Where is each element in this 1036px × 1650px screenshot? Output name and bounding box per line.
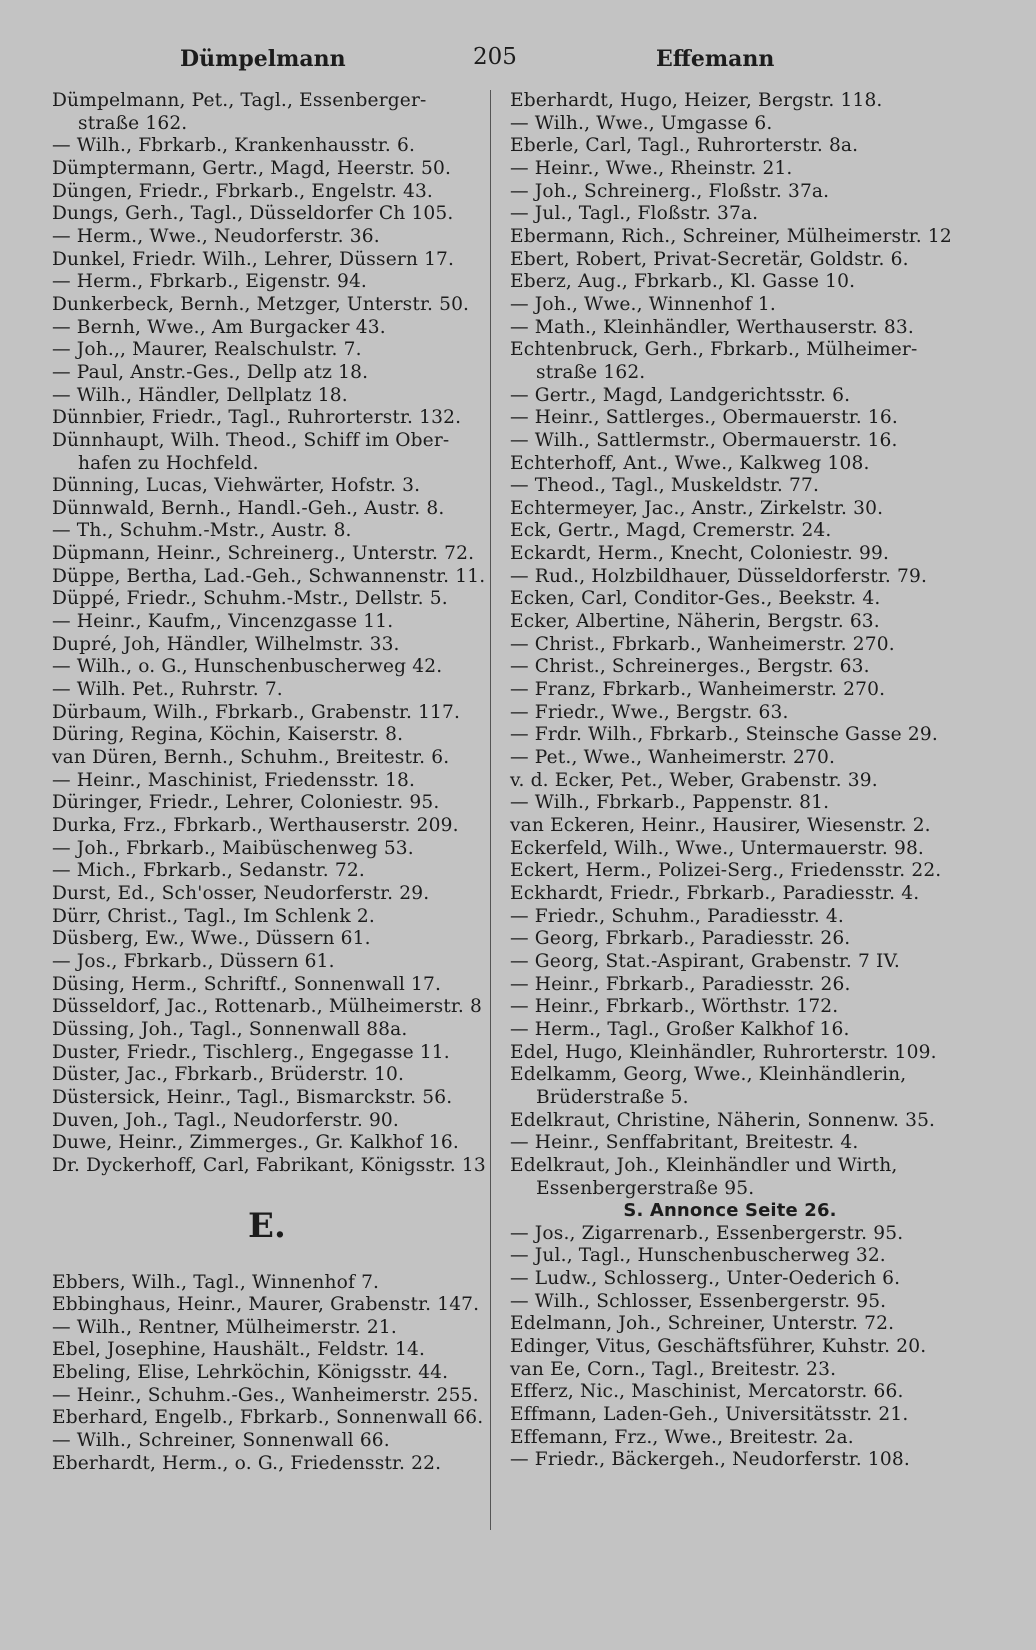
directory-entry: Düster, Jac., Fbrkarb., Brüderstr. 10. — [52, 1064, 405, 1086]
directory-entry: Eberle, Carl, Tagl., Ruhrorterstr. 8a. — [510, 135, 859, 157]
directory-entry: Dünning, Lucas, Viehwärter, Hofstr. 3. — [52, 475, 421, 497]
directory-entry: straße 162. — [536, 361, 646, 383]
directory-entry: — Joh., Schreinerg., Floßstr. 37a. — [510, 180, 830, 202]
directory-entry: Dürr, Christ., Tagl., Im Schlenk 2. — [52, 905, 375, 927]
directory-entry: — Heinr., Senffabritant, Breitestr. 4. — [510, 1132, 859, 1154]
directory-entry: — Wilh., Schreiner, Sonnenwall 66. — [52, 1430, 390, 1452]
directory-entry: — Christ., Fbrkarb., Wanheimerstr. 270. — [510, 633, 895, 655]
page-header — [50, 40, 980, 76]
left-column — [52, 90, 486, 1475]
directory-entry: Eberz, Aug., Fbrkarb., Kl. Gasse 10. — [510, 271, 856, 293]
directory-entry: Eberhardt, Hugo, Heizer, Bergstr. 118. — [510, 90, 883, 111]
directory-entry: — Joh.,, Maurer, Realschulstr. 7. — [52, 339, 362, 361]
directory-entry: Eck, Gertr., Magd, Cremerstr. 24. — [510, 520, 832, 542]
directory-entry: — Theod., Tagl., Muskeldstr. 77. — [510, 475, 820, 497]
directory-entry: hafen zu Hochfeld. — [78, 452, 259, 474]
directory-entry: Ebermann, Rich., Schreiner, Mülheimerstr. 12 — [510, 225, 952, 247]
directory-entry: — Heinr., Maschinist, Friedensstr. 18. — [52, 769, 416, 791]
directory-entry: Dungs, Gerh., Tagl., Düsseldorfer Ch 105. — [52, 203, 454, 225]
directory-entry: — Jul., Tagl., Hunschenbuscherweg 32. — [510, 1245, 886, 1267]
header-left-keyword: Dümpelmann — [180, 46, 346, 72]
directory-entry: Düsberg, Ew., Wwe., Düssern 61. — [52, 928, 371, 950]
directory-entry: Eckerfeld, Wilh., Wwe., Untermauerstr. 98. — [510, 837, 924, 859]
directory-entry: — Wilh. Pet., Ruhrstr. 7. — [52, 679, 283, 701]
directory-entry: — Jul., Tagl., Floßstr. 37a. — [510, 203, 759, 225]
directory-entry: Dunkel, Friedr. Wilh., Lehrer, Düssern 17. — [52, 248, 455, 270]
directory-entry: — Jos., Zigarrenarb., Essenbergerstr. 95. — [510, 1222, 904, 1244]
directory-entry: Düngen, Friedr., Fbrkarb., Engelstr. 43. — [52, 180, 433, 202]
directory-entry: Eckhardt, Friedr., Fbrkarb., Paradiesstr. 4. — [510, 882, 920, 904]
directory-entry: — Ludw., Schlosserg., Unter-Oederich 6. — [510, 1268, 901, 1290]
column-divider — [490, 90, 491, 1530]
directory-entry: — Georg, Stat.-Aspirant, Grabenstr. 7 IV. — [510, 950, 900, 972]
directory-entry: — Joh., Fbrkarb., Maibüschenweg 53. — [52, 837, 414, 859]
directory-entry: Ebel, Josephine, Haushält., Feldstr. 14. — [52, 1339, 426, 1361]
directory-entry: — Wilh., Fbrkarb., Pappenstr. 81. — [510, 792, 830, 814]
directory-entry: Edelkraut, Christine, Näherin, Sonnenw. 35. — [510, 1109, 936, 1131]
directory-entry: van Eckeren, Heinr., Hausirer, Wiesenstr. 2. — [510, 815, 931, 836]
directory-entry: Brüderstraße 5. — [536, 1086, 689, 1108]
directory-entry: — Herm., Tagl., Großer Kalkhof 16. — [510, 1018, 850, 1040]
directory-entry: Dümpelmann, Pet., Tagl., Essenberger- — [52, 90, 427, 111]
directory-entry: Düsseldorf, Jac., Rottenarb., Mülheimerstr. 8 — [52, 996, 483, 1018]
directory-entry: Eberhardt, Herm., o. G., Friedensstr. 22. — [52, 1452, 442, 1474]
directory-entry: — Pet., Wwe., Wanheimerstr. 270. — [510, 747, 836, 769]
directory-entry: Düring, Regina, Köchin, Kaiserstr. 8. — [52, 724, 404, 746]
directory-entry: — Gertr., Magd, Landgerichtsstr. 6. — [510, 384, 851, 406]
directory-entry: Duwe, Heinr., Zimmerges., Gr. Kalkhof 16. — [52, 1132, 459, 1154]
directory-entry: — Georg, Fbrkarb., Paradiesstr. 26. — [510, 928, 851, 950]
directory-entry: — Friedr., Bäckergeh., Neudorferstr. 108. — [510, 1449, 910, 1471]
directory-entry: — Wilh., o. G., Hunschenbuscherweg 42. — [52, 656, 443, 678]
directory-entry: — Jos., Fbrkarb., Düssern 61. — [52, 950, 335, 972]
directory-entry: — Herm., Fbrkarb., Eigenstr. 94. — [52, 271, 367, 293]
directory-entry: Edelmann, Joh., Schreiner, Unterstr. 72. — [510, 1313, 895, 1335]
directory-entry: Dünnbier, Friedr., Tagl., Ruhrorterstr. 132. — [52, 407, 462, 429]
directory-entry: — Heinr., Fbrkarb., Wörthstr. 172. — [510, 996, 839, 1018]
directory-entry: Ecker, Albertine, Näherin, Bergstr. 63. — [510, 611, 880, 633]
directory-entry: Effmann, Laden-Geh., Universitätsstr. 21. — [510, 1404, 909, 1426]
directory-entry: Dupré, Joh, Händler, Wilhelmstr. 33. — [52, 633, 400, 655]
directory-entry: — Paul, Anstr.-Ges., Dellp atz 18. — [52, 361, 369, 383]
directory-entry: Düppe, Bertha, Lad.-Geh., Schwannenstr. 11. — [52, 565, 486, 587]
directory-entry: — Heinr., Wwe., Rheinstr. 21. — [510, 157, 793, 179]
right-column — [510, 90, 950, 1472]
directory-entry: — Heinr., Fbrkarb., Paradiesstr. 26. — [510, 973, 851, 995]
directory-entry: — Th., Schuhm.-Mstr., Austr. 8. — [52, 520, 352, 542]
directory-entry: — Bernh, Wwe., Am Burgacker 43. — [52, 316, 386, 338]
header-right-keyword: Effemann — [656, 46, 775, 72]
directory-entry: Dr. Dyckerhoff, Carl, Fabrikant, Königsstr. 13 — [52, 1154, 486, 1176]
directory-entry: van Ee, Corn., Tagl., Breitestr. 23. — [510, 1358, 837, 1380]
directory-entry: v. d. Ecker, Pet., Weber, Grabenstr. 39. — [510, 769, 878, 791]
directory-entry: — Frdr. Wilh., Fbrkarb., Steinsche Gasse 29. — [510, 724, 938, 746]
directory-entry: Dünnhaupt, Wilh. Theod., Schiff im Ober- — [52, 429, 450, 451]
directory-entry: Düppé, Friedr., Schuhm.-Mstr., Dellstr. 5. — [52, 588, 448, 610]
directory-entry: — Wilh., Fbrkarb., Krankenhausstr. 6. — [52, 135, 416, 157]
directory-entry: van Düren, Bernh., Schuhm., Breitestr. 6. — [52, 747, 450, 769]
directory-entry: — Wilh., Wwe., Umgasse 6. — [510, 112, 773, 134]
directory-entry: Eckardt, Herm., Knecht, Coloniestr. 99. — [510, 543, 890, 565]
directory-entry: — Heinr., Kaufm,, Vincenzgasse 11. — [52, 611, 394, 633]
directory-entry: Echtermeyer, Jac., Anstr., Zirkelstr. 30. — [510, 497, 884, 519]
directory-entry: — Friedr., Wwe., Bergstr. 63. — [510, 701, 789, 723]
directory-entry: Duster, Friedr., Tischlerg., Engegasse 11. — [52, 1041, 450, 1063]
directory-entry: Ebbinghaus, Heinr., Maurer, Grabenstr. 147. — [52, 1294, 480, 1316]
directory-entry: Düringer, Friedr., Lehrer, Coloniestr. 95. — [52, 792, 440, 814]
directory-entry: — Wilh., Sattlermstr., Obermauerstr. 16. — [510, 429, 898, 451]
directory-entry: — Wilh., Rentner, Mülheimerstr. 21. — [52, 1316, 397, 1338]
directory-entry: — Rud., Holzbildhauer, Düsseldorferstr. 79. — [510, 565, 928, 587]
directory-entry: Dünnwald, Bernh., Handl.-Geh., Austr. 8. — [52, 497, 445, 519]
directory-entry: Duven, Joh., Tagl., Neudorferstr. 90. — [52, 1109, 399, 1131]
directory-entry: — Heinr., Schuhm.-Ges., Wanheimerstr. 255. — [52, 1384, 479, 1406]
page-number: 205 — [473, 44, 517, 70]
directory-entry: — Wilh., Schlosser, Essenbergerstr. 95. — [510, 1290, 887, 1312]
directory-entry: Dümptermann, Gertr., Magd, Heerstr. 50. — [52, 157, 452, 179]
directory-entry: Ebeling, Elise, Lehrköchin, Königsstr. 44. — [52, 1362, 449, 1384]
section-letter-e: E. — [247, 1205, 287, 1246]
directory-entry: Dürbaum, Wilh., Fbrkarb., Grabenstr. 117. — [52, 701, 461, 723]
directory-entry: — Franz, Fbrkarb., Wanheimerstr. 270. — [510, 679, 886, 701]
directory-entry: Essenbergerstraße 95. — [536, 1177, 755, 1199]
directory-entry: Düssing, Joh., Tagl., Sonnenwall 88a. — [52, 1018, 408, 1040]
directory-entry: Düstersick, Heinr., Tagl., Bismarckstr. 56. — [52, 1086, 453, 1108]
directory-entry: straße 162. — [78, 112, 188, 134]
directory-entry: Durka, Frz., Fbrkarb., Werthauserstr. 209. — [52, 815, 459, 836]
directory-entry: S. Annonce Seite 26. — [623, 1200, 837, 1222]
directory-entry: — Mich., Fbrkarb., Sedanstr. 72. — [52, 860, 365, 882]
directory-entry: Efferz, Nic., Maschinist, Mercatorstr. 66. — [510, 1381, 904, 1403]
directory-entry: — Heinr., Sattlerges., Obermauerstr. 16. — [510, 407, 898, 429]
directory-entry: Edinger, Vitus, Geschäftsführer, Kuhstr. 20. — [510, 1336, 927, 1358]
directory-entry: Edelkraut, Joh., Kleinhändler und Wirth, — [510, 1154, 898, 1176]
directory-entry: Ebbers, Wilh., Tagl., Winnenhof 7. — [52, 1271, 380, 1293]
directory-entry: — Joh., Wwe., Winnenhof 1. — [510, 293, 776, 315]
directory-entry: Ecken, Carl, Conditor-Ges., Beekstr. 4. — [510, 588, 881, 610]
directory-entry: Edelkamm, Georg, Wwe., Kleinhändlerin, — [510, 1064, 907, 1086]
directory-entry: Echtenbruck, Gerh., Fbrkarb., Mülheimer- — [510, 339, 918, 361]
directory-entry: Ebert, Robert, Privat-Secretär, Goldstr. 6. — [510, 248, 909, 270]
directory-entry: Eckert, Herm., Polizei-Serg., Friedensstr. 22. — [510, 860, 942, 882]
directory-entry: — Math., Kleinhändler, Werthauserstr. 83. — [510, 316, 914, 338]
directory-entry: Echterhoff, Ant., Wwe., Kalkweg 108. — [510, 452, 870, 474]
directory-entry: Effemann, Frz., Wwe., Breitestr. 2a. — [510, 1426, 854, 1448]
directory-entry: Düpmann, Heinr., Schreinerg., Unterstr. 72. — [52, 543, 475, 565]
directory-entry: Düsing, Herm., Schriftf., Sonnenwall 17. — [52, 973, 442, 995]
directory-entry: Dunkerbeck, Bernh., Metzger, Unterstr. 50. — [52, 293, 470, 315]
directory-entry: Eberhard, Engelb., Fbrkarb., Sonnenwall 66. — [52, 1407, 484, 1429]
directory-entry: Durst, Ed., Sch'osser, Neudorferstr. 29. — [52, 882, 430, 904]
directory-entry: — Wilh., Händler, Dellplatz 18. — [52, 384, 348, 406]
directory-entry: — Friedr., Schuhm., Paradiesstr. 4. — [510, 905, 844, 927]
directory-entry: — Christ., Schreinerges., Bergstr. 63. — [510, 656, 870, 678]
directory-entry: — Herm., Wwe., Neudorferstr. 36. — [52, 225, 380, 247]
directory-entry: Edel, Hugo, Kleinhändler, Ruhrorterstr. 109. — [510, 1041, 937, 1063]
